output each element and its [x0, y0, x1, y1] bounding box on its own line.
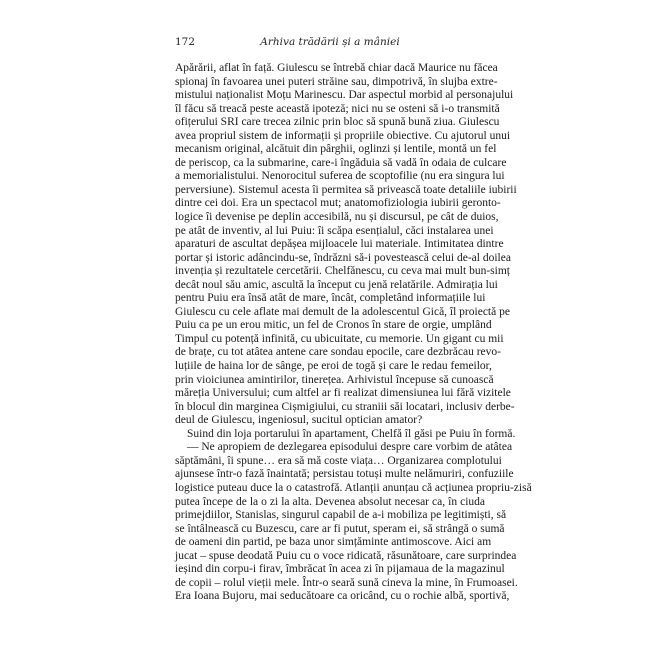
text-line: dintre cei doi. Era un spectacol mut; anatomofiziologia iubirii geronto- — [175, 197, 501, 210]
text-line: Timpul cu potență infinită, cu ubicuitate, cu memorie. Un gigant cu mii — [175, 332, 504, 345]
text-line: în blocul din marginea Cișmigiului, cu straniii săi locatari, inclusiv derbe- — [175, 400, 515, 413]
body-text — [175, 62, 532, 604]
text-line: ajunsese într-o fază înaintată; persistau totuși multe nelămuriri, confuziile — [175, 468, 514, 481]
text-line: primejdiilor, Stanislas, singurul capabil de a-i mobiliza pe legitimiști, să — [175, 509, 507, 522]
text-line: săptămâni, îi spune… era să mă coste viața… Organizarea complotului — [175, 454, 502, 467]
text-line: ieșind din corpu-i firav, îmbrăcat în acea zi în pijamaua de la magazinul — [175, 563, 505, 576]
text-line: ofițerului SRI care trecea zilnic prin bloc să spună bună ziua. Giulescu — [175, 116, 500, 129]
text-line: Puiu ca pe un erou mitic, un fel de Cronos în stare de orgie, umplând — [175, 319, 492, 332]
page-number: 172 — [175, 36, 196, 48]
text-line: logistice puteau duce la o catastrofă. Atlanții anunțau că acțiunea propriu-zisă — [175, 481, 532, 494]
text-line: Apărării, aflat în față. Giulescu se întrebă chiar dacă Maurice nu făcea — [175, 62, 498, 74]
text-line: a memorialistului. Nenorocitul suferea de scoptofilie (nu era singura lui — [175, 170, 505, 183]
text-line: pentru Puiu era însă atât de mare, încât, completând informațiile lui — [175, 292, 486, 305]
text-line: se întâlnească cu Buzescu, care ar fi putut, speram ei, să strângă o sumă — [175, 522, 505, 535]
text-line: Suind din loja portarului în apartament, Chelfă îl găsi pe Puiu în formă. — [187, 427, 516, 440]
text-line: de periscop, ca la submarine, care-i îngăduia să vadă în odaia de culcare — [175, 156, 507, 169]
text-line: portar și istoric adâncindu-se, îndrăzni să-i povestească celui de-al doilea — [175, 251, 511, 264]
text-line: Giulescu cu cele aflate mai demult de la adolescentul Gică, îl proiectă pe — [175, 305, 510, 318]
text-line: aparaturi de ascultat depășea mijloacele lui materiale. Intimitatea dintre — [175, 238, 504, 251]
text-line: — Ne apropiem de dezlegarea episodului despre care vorbim de atâtea — [187, 441, 513, 454]
text-line: mistului naționalist Moțu Marinescu. Dar aspectul morbid al personajului — [175, 89, 514, 102]
text-line: perversiune). Sistemul acesta îi permitea să privească toate detaliile iubirii — [175, 183, 517, 196]
text-line: deul de Giulescu, ingeniosul, sucitul optician amator? — [175, 414, 423, 427]
text-line: decât noul său amic, ascultă la început cu jenă relatările. Admirația lui — [175, 278, 498, 291]
text-line: de brațe, cu tot atâtea antene care sondau epocile, care dezbrăcau revo- — [175, 346, 501, 359]
page-header — [175, 36, 485, 52]
text-line: prin vioiciunea amintirilor, tinerețea. Arhivistul începuse să cunoască — [175, 373, 494, 386]
text-line: invenția și rezultatele cercetării. Chelfănescu, cu ceva mai mult bun-simț — [175, 265, 510, 278]
text-line: logice îi devenise pe deplin accesibilă, nu și discursul, pe cât de duios, — [175, 211, 499, 224]
text-line: de oameni din partid, pe baza unor simțăminte antimoscove. Aici am — [175, 536, 492, 549]
text-line: putea începe de la o zi la alta. Devenea absolut necesar ca, în ciuda — [175, 495, 485, 508]
text-line: îl făcu să treacă peste această ipoteză; nici nu se osteni să i-o transmită — [175, 102, 500, 115]
text-line: luțiile de haina lor de sânge, pe eroi de togă și care le redau femeilor, — [175, 360, 492, 373]
text-line: de copii – rolul vieții mele. Într-o seară sună cineva la mine, în Frumoasei. — [175, 576, 518, 589]
text-line: măreția Universului; cum altfel ar fi realizat dimensiunea lui fără vizitele — [175, 387, 511, 400]
text-line: spionaj în favoarea unei puteri străine sau, dimpotrivă, în slujba extre- — [175, 75, 498, 88]
text-line: pe atât de inventiv, al lui Puiu: îi scăpa esențialul, căci instalarea unei — [175, 224, 494, 237]
text-line: mecanism original, alcătuit din pârghii, oglinzi și lentile, montă un fel — [175, 143, 497, 156]
text-line: jucat – spuse deodată Puiu cu o voce ridicată, răsunătoare, care surprindea — [175, 549, 517, 562]
text-line: Era Ioana Bujoru, mai seducătoare ca oricând, cu o rochie albă, sportivă, — [175, 590, 510, 603]
running-title: Arhiva trădării și a mâniei — [260, 36, 400, 48]
text-line: avea propriul sistem de informații și propriile obiective. Cu ajutorul unui — [175, 129, 511, 142]
